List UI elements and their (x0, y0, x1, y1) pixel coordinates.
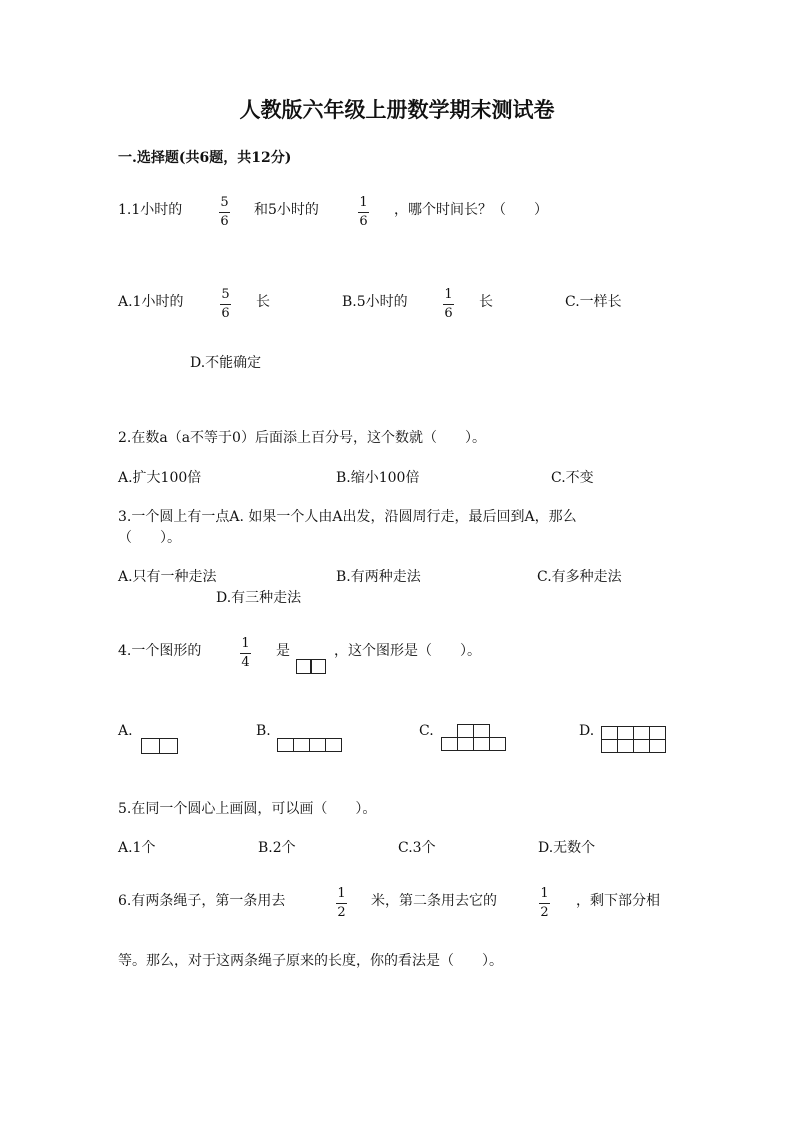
q5-option-a[interactable]: A.1个 (118, 840, 156, 856)
q2-option-a[interactable]: A.扩大100倍 (118, 470, 202, 486)
q1-fraction-1 (219, 196, 230, 229)
q3-option-b[interactable]: B.有两种走法 (336, 569, 421, 585)
q3-option-a[interactable]: A.只有一种走法 (118, 569, 217, 585)
numerator: 1 (359, 195, 368, 210)
q6-stem-line2: 等。那么，对于这两条绳子原来的长度，你的看法是（ ）。 (118, 953, 503, 969)
q5-option-d[interactable]: D.无数个 (538, 840, 596, 856)
q1-option-d[interactable]: D.不能确定 (190, 355, 262, 371)
q5-stem: 5.在同一个圆心上画圆，可以画（ ）。 (118, 801, 377, 817)
denominator: 2 (540, 905, 549, 920)
q1-lead: 1.1小时的 (118, 202, 183, 218)
q3-option-c[interactable]: C.有多种走法 (537, 569, 622, 585)
q1-option-c[interactable]: C.一样长 (565, 294, 622, 310)
denominator: 6 (220, 214, 229, 229)
q1-mid: 和5小时的 (254, 202, 319, 218)
q4-option-d[interactable]: D. (579, 723, 595, 739)
q6-lead: 6.有两条绳子，第一条用去 (118, 893, 286, 909)
numerator: 5 (220, 195, 229, 210)
q4-option-c[interactable]: C. (419, 723, 434, 739)
q2-option-c[interactable]: C.不变 (551, 470, 594, 486)
q4-tail: ，这个图形是（ ）。 (334, 643, 481, 659)
numerator: 5 (221, 287, 230, 302)
q6-tail: ，剩下部分相 (576, 893, 660, 909)
denominator: 4 (241, 655, 250, 670)
denominator: 2 (337, 905, 346, 920)
q2-option-b[interactable]: B.缩小100倍 (336, 470, 420, 486)
q6-fraction-2 (539, 887, 550, 920)
q1-option-a-tail: 长 (256, 294, 270, 310)
numerator: 1 (444, 287, 453, 302)
q1-option-a-fraction (220, 288, 231, 321)
numerator: 1 (241, 636, 250, 651)
q1-option-b-fraction (443, 288, 454, 321)
page-title: 人教版六年级上册数学期末测试卷 (239, 97, 555, 122)
q3-stem-line1: 3.一个圆上有一点A. 如果一个人由A出发，沿圆周行走，最后回到A，那么 (118, 509, 577, 525)
denominator: 6 (221, 306, 230, 321)
q1-tail: ，哪个时间长？（ ） (394, 202, 548, 218)
q3-stem-line2: （ ）。 (118, 530, 181, 546)
q4-fraction (240, 637, 251, 670)
numerator: 1 (337, 886, 346, 901)
q1-option-b-tail: 长 (479, 294, 493, 310)
denominator: 6 (444, 306, 453, 321)
q4-option-a[interactable]: A. (118, 723, 133, 739)
q4-mid: 是 (276, 643, 290, 659)
q1-fraction-2 (358, 196, 369, 229)
q5-option-b[interactable]: B.2个 (258, 840, 296, 856)
q5-option-c[interactable]: C.3个 (398, 840, 436, 856)
q6-mid: 米，第二条用去它的 (371, 893, 497, 909)
denominator: 6 (359, 214, 368, 229)
q6-fraction-1 (336, 887, 347, 920)
q2-stem: 2.在数a（a不等于0）后面添上百分号，这个数就（ ）。 (118, 430, 486, 446)
q3-option-d[interactable]: D.有三种走法 (216, 590, 302, 606)
section-heading: 一.选择题(共6题，共12分) (118, 150, 292, 166)
q4-lead: 4.一个图形的 (118, 643, 202, 659)
q1-option-b-lead[interactable]: B.5小时的 (342, 294, 408, 310)
q4-option-b[interactable]: B. (256, 723, 271, 739)
numerator: 1 (540, 886, 549, 901)
q1-option-a-lead[interactable]: A.1小时的 (118, 294, 184, 310)
